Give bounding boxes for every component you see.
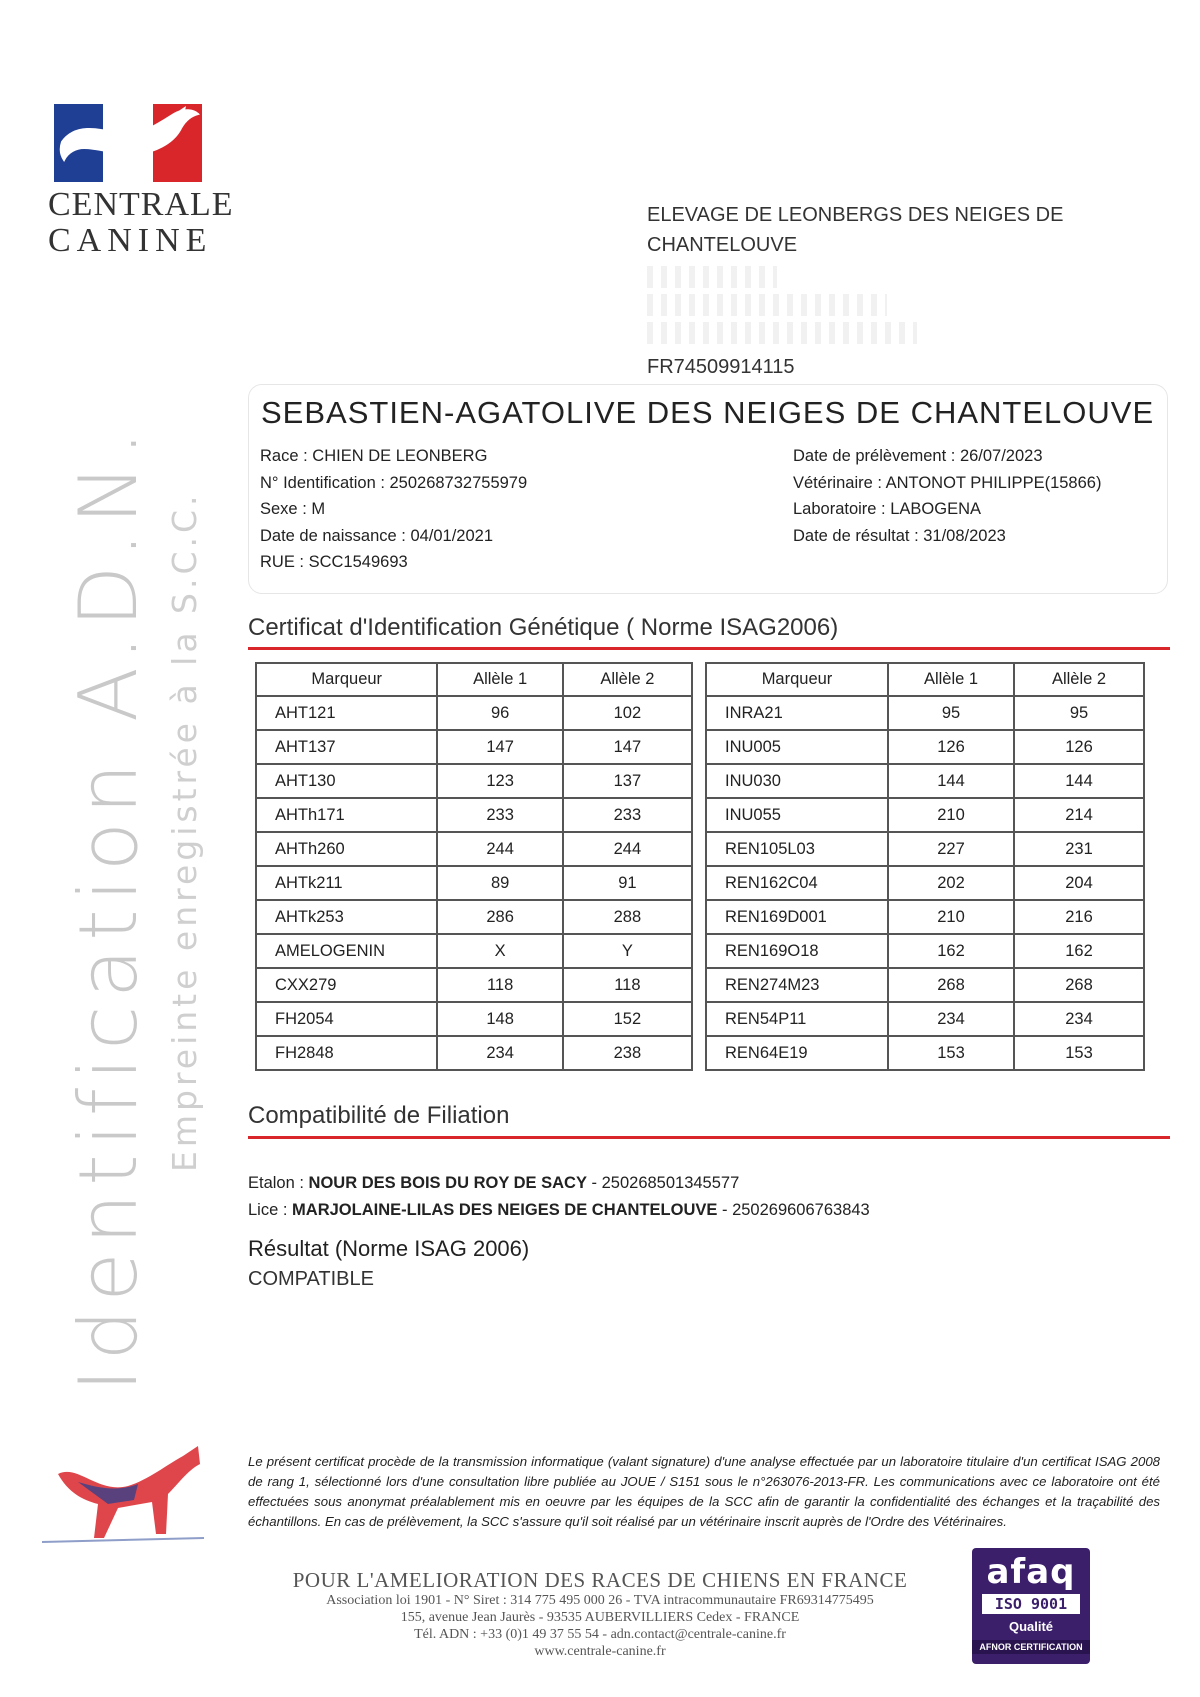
afaq-brand: afaq	[986, 1552, 1076, 1592]
prelevement-value: 26/07/2023	[959, 447, 1043, 465]
allele-2: 288	[563, 900, 692, 934]
column-header-allele-2: Allèle 2	[1014, 663, 1144, 696]
marker-name: REN64E19	[706, 1036, 888, 1070]
allele-2: 91	[563, 866, 692, 900]
allele-2: 152	[563, 1002, 692, 1036]
column-header-allele-2: Allèle 2	[563, 663, 692, 696]
resultat-row: Date de résultat : 31/08/2023	[793, 526, 1006, 545]
dob-row: Date de naissance : 04/01/2021	[260, 526, 494, 545]
allele-1: 162	[888, 934, 1014, 968]
allele-2: 147	[563, 730, 692, 764]
sexe-row: Sexe : M	[260, 500, 326, 518]
laboratoire-value: LABOGENA	[890, 500, 982, 518]
allele-1: 210	[888, 798, 1014, 832]
leaping-dog-logo-icon	[54, 104, 202, 182]
address-line-1: ELEVAGE DE LEONBERGS DES NEIGES DE	[647, 204, 1064, 226]
marker-name: FH2054	[256, 1002, 437, 1036]
allele-1: 268	[888, 968, 1014, 1002]
afaq-iso-badge	[972, 1548, 1090, 1664]
allele-1: 126	[888, 730, 1014, 764]
marker-name: REN169O18	[706, 934, 888, 968]
table-row	[256, 730, 692, 764]
allele-2: 231	[1014, 832, 1144, 866]
table-row	[706, 730, 1144, 764]
afaq-norm: ISO 9001	[982, 1594, 1080, 1614]
allele-1: 96	[437, 696, 562, 730]
marker-name: INU005	[706, 730, 888, 764]
redacted-line	[647, 266, 777, 288]
identification-value: 250268732755979	[389, 473, 528, 492]
allele-1: 89	[437, 866, 562, 900]
marker-name: AHTk211	[256, 866, 437, 900]
table-row	[256, 1036, 692, 1070]
table-row	[706, 764, 1144, 798]
allele-1: 144	[888, 764, 1014, 798]
laboratoire-row: Laboratoire : LABOGENA	[793, 500, 982, 518]
marker-name: AHTh171	[256, 798, 437, 832]
filiation-title: Compatibilité de Filiation	[248, 1102, 510, 1129]
allele-1: X	[437, 934, 562, 968]
allele-2: 144	[1014, 764, 1144, 798]
allele-1: 118	[437, 968, 562, 1002]
marker-name: AHT130	[256, 764, 437, 798]
marker-name: AHTh260	[256, 832, 437, 866]
table-row	[706, 934, 1144, 968]
footer	[250, 1568, 950, 1660]
table-row	[256, 798, 692, 832]
dog-info-right	[793, 443, 1101, 549]
certificate-rule	[248, 647, 1170, 650]
certificate-title: Certificat d'Identification Génétique ( Norme ISAG2006)	[248, 614, 839, 641]
etalon-name: NOUR DES BOIS DU ROY DE SACY	[308, 1174, 587, 1192]
afaq-cert: AFNOR CERTIFICATION	[972, 1640, 1090, 1654]
allele-2: 204	[1014, 866, 1144, 900]
table-row	[256, 696, 692, 730]
vertical-title: Identification A.D.N.	[62, 422, 155, 1392]
rue-value: SCC1549693	[308, 553, 408, 571]
veterinaire-row: Vétérinaire : ANTONOT PHILIPPE(15866)	[793, 473, 1102, 492]
table-row	[256, 866, 692, 900]
allele-2: 238	[563, 1036, 692, 1070]
column-header-allele-1: Allèle 1	[437, 663, 562, 696]
allele-2: Y	[563, 934, 692, 968]
lice-id: - 250269606763843	[717, 1201, 870, 1219]
rue-row: RUE : SCC1549693	[260, 553, 408, 571]
dog-info-box	[248, 384, 1168, 594]
address-line-2: CHANTELOUVE	[647, 234, 798, 256]
marker-name: REN54P11	[706, 1002, 888, 1036]
allele-1: 147	[437, 730, 562, 764]
resultat-value: 31/08/2023	[923, 526, 1006, 545]
eleveur-id: FR74509914115	[647, 356, 795, 378]
etalon-id: - 250268501345577	[586, 1174, 740, 1192]
dog-illustration-icon	[38, 1434, 208, 1552]
column-header-allele-1: Allèle 1	[888, 663, 1014, 696]
marker-name: AHTk253	[256, 900, 437, 934]
redacted-line	[647, 294, 887, 316]
allele-2: 162	[1014, 934, 1144, 968]
recipient-address	[647, 200, 1067, 382]
footer-website[interactable]: www.centrale-canine.fr	[534, 1644, 666, 1659]
legal-notice: Le présent certificat procède de la transmission informatique (valant signature) d'une analyse effectuée par un laboratoire titulaire d'un certificat ISAG 2008 de rang 1, sélectionné lors d'une consultation libre publiée au JOUE / S151 sous le n°263076-2013-FR. Les communications avec ce laboratoire ont été effectuées sous anonymat préalablement mis en oeuvre par les équipes de la SCC afin de garantir la confidentialité des échanges et la traçabilité des échantillons. En cas de prélèvement, la SCC s'assure qu'il soit réalisé par un vétérinaire inscrit auprès de l'Ordre des Vétérinaires.	[248, 1454, 1160, 1529]
allele-1: 153	[888, 1036, 1014, 1070]
race-value: CHIEN DE LEONBERG	[312, 447, 488, 465]
allele-1: 210	[888, 900, 1014, 934]
filiation-rule	[248, 1136, 1170, 1139]
table-row	[256, 764, 692, 798]
allele-1: 227	[888, 832, 1014, 866]
marker-name: REN274M23	[706, 968, 888, 1002]
marker-name: AHT121	[256, 696, 437, 730]
result-title: Résultat (Norme ISAG 2006)	[248, 1236, 530, 1261]
allele-1: 234	[437, 1036, 562, 1070]
table-row	[256, 1002, 692, 1036]
table-row	[706, 866, 1144, 900]
afaq-label: Qualité	[1008, 1619, 1054, 1634]
centrale-canine-logo	[48, 104, 234, 259]
marker-name: REN162C04	[706, 866, 888, 900]
column-header-marqueur: Marqueur	[706, 663, 888, 696]
allele-2: 118	[563, 968, 692, 1002]
allele-1: 233	[437, 798, 562, 832]
marker-name: FH2848	[256, 1036, 437, 1070]
allele-2: 95	[1014, 696, 1144, 730]
allele-1: 286	[437, 900, 562, 934]
allele-1: 148	[437, 1002, 562, 1036]
allele-2: 234	[1014, 1002, 1144, 1036]
marker-name: REN169D001	[706, 900, 888, 934]
allele-2: 268	[1014, 968, 1144, 1002]
result-value: COMPATIBLE	[248, 1268, 374, 1290]
allele-2: 126	[1014, 730, 1144, 764]
table-row	[706, 900, 1144, 934]
allele-2: 214	[1014, 798, 1144, 832]
table-row	[706, 1036, 1144, 1070]
allele-2: 244	[563, 832, 692, 866]
dog-name: SEBASTIEN-AGATOLIVE DES NEIGES DE CHANTELOUVE	[261, 395, 1155, 430]
allele-1: 95	[888, 696, 1014, 730]
table-row	[256, 832, 692, 866]
table-row	[256, 900, 692, 934]
table-row	[706, 696, 1144, 730]
vertical-subtitle: Empreinte enregistrée à la S.C.C.	[165, 491, 204, 1172]
etalon-row: Etalon : NOUR DES BOIS DU ROY DE SACY - 250268501345577	[248, 1174, 740, 1192]
marker-table-right	[705, 662, 1145, 1071]
footer-contact: Tél. ADN : +33 (0)1 49 37 55 54 - adn.contact@centrale-canine.fr	[414, 1627, 786, 1642]
sexe-value: M	[311, 500, 326, 518]
dob-value: 04/01/2021	[410, 526, 494, 545]
prelevement-row: Date de prélèvement : 26/07/2023	[793, 447, 1043, 465]
lice-name: MARJOLAINE-LILAS DES NEIGES DE CHANTELOUVE	[292, 1201, 718, 1219]
table-row	[706, 798, 1144, 832]
marker-name: AHT137	[256, 730, 437, 764]
marker-table-left	[255, 662, 693, 1071]
identification-row: N° Identification : 250268732755979	[260, 473, 528, 492]
logo-line-1: CENTRALE	[48, 186, 234, 223]
footer-association: Association loi 1901 - N° Siret : 314 775 495 000 26 - TVA intracommunautaire FR69314775495	[326, 1593, 874, 1608]
table-header-row	[706, 663, 1144, 696]
marker-name: INU030	[706, 764, 888, 798]
allele-1: 234	[888, 1002, 1014, 1036]
allele-1: 123	[437, 764, 562, 798]
footer-address: 155, avenue Jean Jaurès - 93535 AUBERVILLIERS Cedex - FRANCE	[400, 1610, 800, 1625]
column-header-marqueur: Marqueur	[256, 663, 437, 696]
allele-2: 216	[1014, 900, 1144, 934]
marker-name: REN105L03	[706, 832, 888, 866]
dog-info-left	[260, 443, 527, 576]
allele-1: 202	[888, 866, 1014, 900]
table-row	[706, 832, 1144, 866]
allele-2: 137	[563, 764, 692, 798]
allele-1: 244	[437, 832, 562, 866]
marker-name: INRA21	[706, 696, 888, 730]
allele-2: 153	[1014, 1036, 1144, 1070]
footer-motto: POUR L'AMELIORATION DES RACES DE CHIENS EN FRANCE	[292, 1568, 908, 1592]
logo-line-2: CANINE	[48, 222, 213, 259]
redacted-line	[647, 322, 917, 344]
allele-2: 102	[563, 696, 692, 730]
filiation-details	[248, 1170, 870, 1224]
marker-name: CXX279	[256, 968, 437, 1002]
marker-name: AMELOGENIN	[256, 934, 437, 968]
allele-2: 233	[563, 798, 692, 832]
table-row	[256, 968, 692, 1002]
veterinaire-value: ANTONOT PHILIPPE(15866)	[885, 473, 1102, 492]
table-header-row	[256, 663, 692, 696]
lice-row: Lice : MARJOLAINE-LILAS DES NEIGES DE CHANTELOUVE - 250269606763843	[248, 1201, 870, 1219]
table-row	[256, 934, 692, 968]
table-row	[706, 968, 1144, 1002]
marker-name: INU055	[706, 798, 888, 832]
table-row	[706, 1002, 1144, 1036]
race-row: Race : CHIEN DE LEONBERG	[260, 447, 488, 465]
